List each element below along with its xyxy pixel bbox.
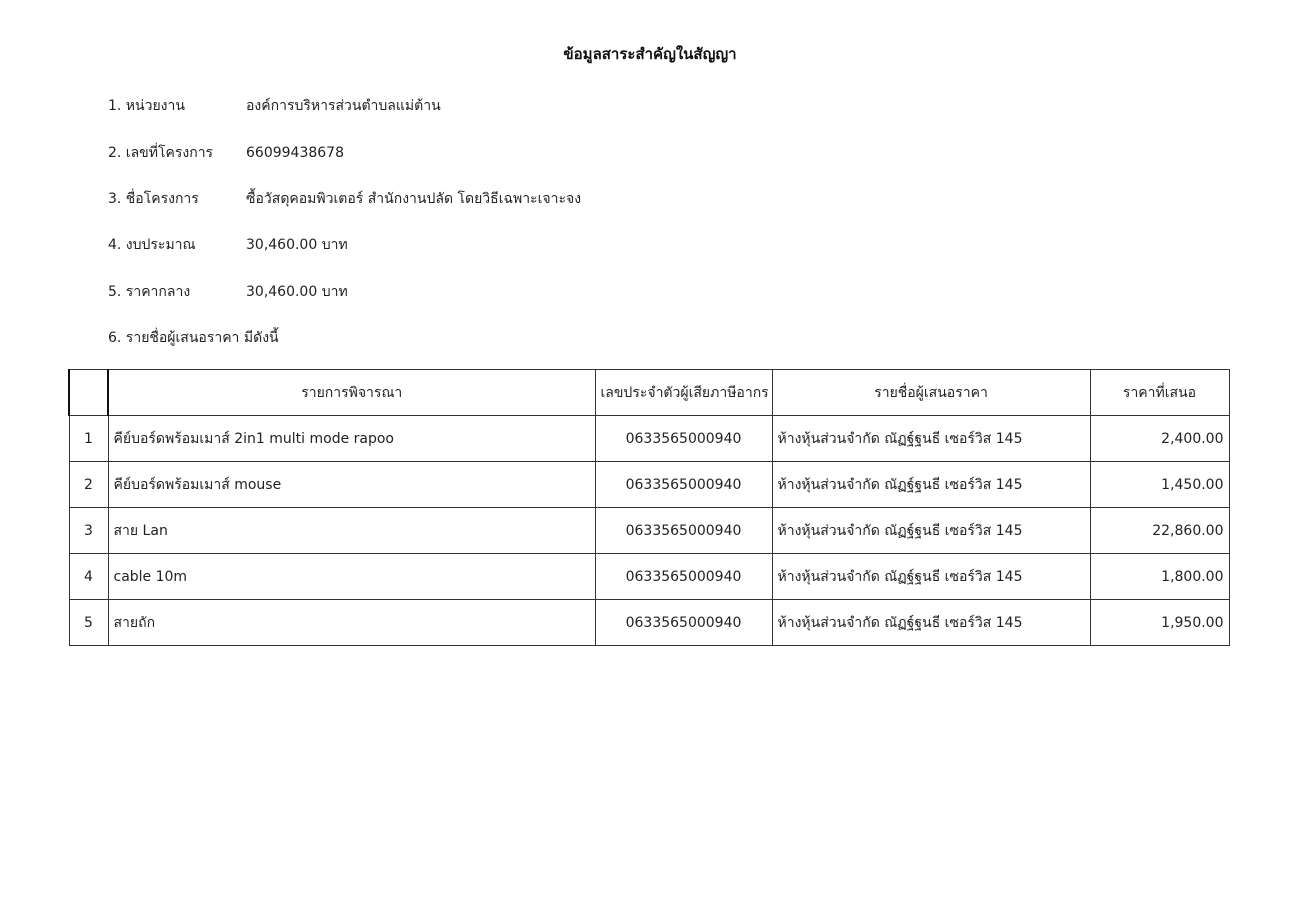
header-bidder: รายชื่อผู้เสนอราคา: [772, 370, 1090, 416]
row-price: 1,950.00: [1090, 600, 1229, 646]
info-project-number: [108, 142, 344, 164]
row-item: cable 10m: [108, 554, 595, 600]
row-index: 3: [69, 508, 108, 554]
info-agency: [108, 95, 441, 117]
info-label: 2. เลขที่โครงการ: [108, 145, 214, 161]
row-bidder: ห้างหุ้นส่วนจำกัด ณัฏฐ์ฐนธี เซอร์วิส 145: [772, 416, 1090, 462]
row-bidder: ห้างหุ้นส่วนจำกัด ณัฏฐ์ฐนธี เซอร์วิส 145: [772, 554, 1090, 600]
info-value: 30,460.00 บาท: [246, 284, 348, 300]
row-index: 5: [69, 600, 108, 646]
row-tax-id: 0633565000940: [595, 508, 772, 554]
info-label: 3. ชื่อโครงการ: [108, 191, 199, 207]
info-label: 6. รายชื่อผู้เสนอราคา มีดังนี้: [108, 330, 279, 346]
info-median-price: [108, 281, 348, 303]
row-price: 22,860.00: [1090, 508, 1229, 554]
table-row: [69, 508, 1229, 554]
table-row: [69, 416, 1229, 462]
row-price: 2,400.00: [1090, 416, 1229, 462]
info-project-name: [108, 188, 581, 210]
row-tax-id: 0633565000940: [595, 416, 772, 462]
row-item: สาย Lan: [108, 508, 595, 554]
info-value: 30,460.00 บาท: [246, 237, 348, 253]
row-tax-id: 0633565000940: [595, 554, 772, 600]
row-index: 1: [69, 416, 108, 462]
info-value: องค์การบริหารส่วนตำบลแม่ต้าน: [246, 98, 441, 114]
row-bidder: ห้างหุ้นส่วนจำกัด ณัฏฐ์ฐนธี เซอร์วิส 145: [772, 462, 1090, 508]
row-item: คีย์บอร์ดพร้อมเมาส์ 2in1 multi mode rapoo: [108, 416, 595, 462]
document-title: ข้อมูลสาระสำคัญในสัญญา: [563, 45, 737, 63]
table-row: [69, 600, 1229, 646]
header-price: ราคาที่เสนอ: [1090, 370, 1229, 416]
table-row: [69, 462, 1229, 508]
table-header-row: [69, 370, 1229, 416]
row-item: คีย์บอร์ดพร้อมเมาส์ mouse: [108, 462, 595, 508]
header-index: [69, 370, 108, 416]
row-price: 1,450.00: [1090, 462, 1229, 508]
row-index: 2: [69, 462, 108, 508]
info-label: 4. งบประมาณ: [108, 237, 196, 253]
info-value: 66099438678: [246, 145, 344, 161]
table-row: [69, 554, 1229, 600]
row-tax-id: 0633565000940: [595, 600, 772, 646]
info-label: 1. หน่วยงาน: [108, 98, 185, 114]
header-item: รายการพิจารณา: [108, 370, 595, 416]
info-bidders-heading: [108, 327, 279, 349]
row-bidder: ห้างหุ้นส่วนจำกัด ณัฏฐ์ฐนธี เซอร์วิส 145: [772, 600, 1090, 646]
header-tax-id: เลขประจำตัวผู้เสียภาษีอากร: [595, 370, 772, 416]
bidders-table: [68, 369, 1230, 646]
row-item: สายถัก: [108, 600, 595, 646]
info-value: ซื้อวัสดุคอมพิวเตอร์ สำนักงานปลัด โดยวิธีเฉพาะเจาะจง: [246, 191, 582, 207]
info-budget: [108, 234, 348, 256]
row-bidder: ห้างหุ้นส่วนจำกัด ณัฏฐ์ฐนธี เซอร์วิส 145: [772, 508, 1090, 554]
row-price: 1,800.00: [1090, 554, 1229, 600]
row-index: 4: [69, 554, 108, 600]
row-tax-id: 0633565000940: [595, 462, 772, 508]
info-label: 5. ราคากลาง: [108, 284, 191, 300]
